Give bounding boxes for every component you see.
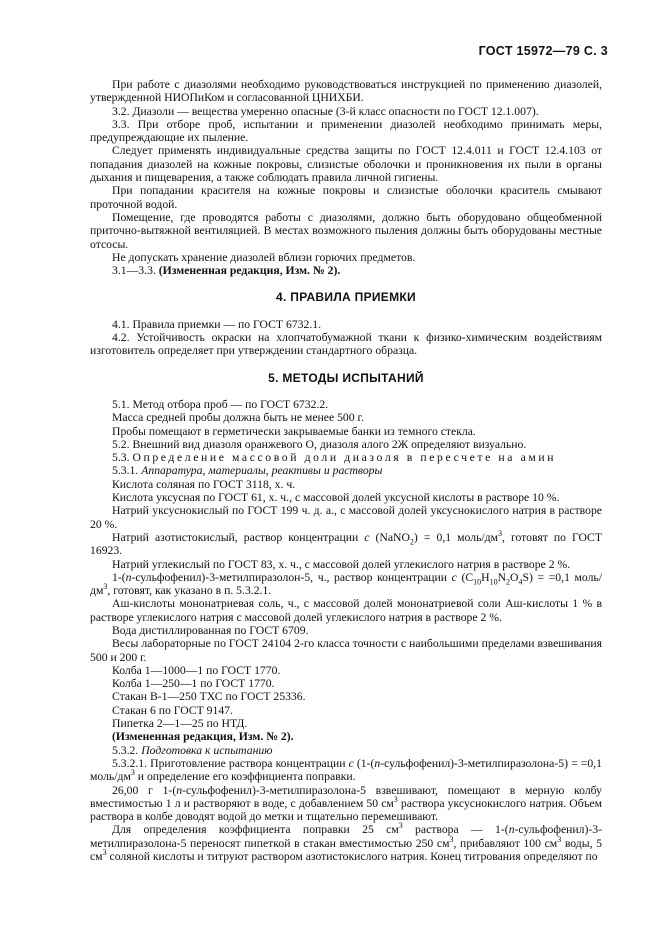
subsection-heading: 5.3. Определение массовой доли диазоля в пересчете на амин — [112, 451, 557, 465]
paragraph: Пробы помещают в герметически закрываемые банки из темного стекла. — [112, 424, 476, 438]
paragraph: Натрий уксуснокислый по ГОСТ 199 ч. д. а., с массовой долей уксуснокислого натрия в растворе 20 %. — [90, 504, 602, 531]
paragraph: Стакан В-1—250 ТХС по ГОСТ 25336. — [112, 690, 306, 704]
paragraph: Натрий азотистокислый, раствор концентрации c (NaNO$_2$) = 0,1 моль/$дм^3$, готовят по ГОСТ 16923. — [90, 529, 602, 558]
paragraph: 4.2. Устойчивость окраски на хлопчатобумажной ткани к физико-химическим воздействиям изготовитель определяет при утверждении стандартного образца. — [90, 331, 602, 358]
paragraph: При работе с диазолями необходимо руководствоваться инструкцией по применению диазолей, утвержденной НИОПиКом и согласованной ЦНИХБИ. — [90, 78, 602, 105]
paragraph: Масса средней пробы должна быть не менее 500 г. — [112, 411, 364, 425]
section-heading-4: 4. ПРАВИЛА ПРИЕМКИ — [276, 290, 416, 305]
paragraph: 5.1. Метод отбора проб — по ГОСТ 6732.2. — [112, 397, 329, 411]
paragraph: 1-(п-сульфофенил)-3-метилпиразолон-5, ч., раствор концентрации c $(C_{10}H_{10}N_2O_4S) = =0,1$ моль/$дм^3$, готовят, как указано в п. 5.3.2.1. — [90, 570, 603, 598]
paragraph: 4.1. Правила приемки — по ГОСТ 6732.1. — [112, 317, 322, 331]
edit-note: (Измененная редакция, Изм. № 2). — [112, 730, 294, 744]
paragraph: Пипетка 2—1—25 по НТД. — [112, 717, 248, 731]
paragraph: Стакан 6 по ГОСТ 9147. — [112, 703, 233, 717]
paragraph: 5.3.2.1. Приготовление раствора концентрации c (1-(п-сульфофенил)-3-метилпиразолона-5) = =0,1 моль/$дм^3$ и определение его коэффициента поправки. — [90, 756, 602, 784]
paragraph: 5.2. Внешний вид диазоля оранжевого О, диазоля алого 2Ж определяют визуально. — [112, 437, 527, 451]
paragraph: 3.3. При отборе проб, испытании и применении диазолей необходимо принимать меры, предупреждающие их пыление. — [90, 117, 602, 145]
paragraph: При попадании красителя на кожные покровы и слизистые оболочки краситель смывают проточной водой. — [90, 184, 602, 211]
paragraph: Кислота соляная по ГОСТ 3118, х. ч. — [112, 477, 296, 491]
paragraph: Следует применять индивидуальные средства защиты по ГОСТ 12.4.011 и ГОСТ 12.4.103 от попадания диазолей на кожные покровы, слизистые оболочки и проникновения их пыли в органы дыхания и пищеварения, а также соблюдать правила личной гигиены. — [90, 144, 602, 185]
subsection-heading: 5.3.2. Подготовка к испытанию — [112, 743, 273, 757]
paragraph: 26,00 г 1-(п-сульфофенил)-3-метилпиразолона-5 взвешивают, помещают в мерную колбу вместимостью 1 л и растворяют в воде, с добавлением 50 $см^3$ раствора уксуснокислого натрия. Объем раствора в колбе доводят водой до метки и тщательно перемешивают. — [90, 783, 603, 824]
paragraph: Колба 1—250—1 по ГОСТ 1770. — [112, 677, 275, 691]
paragraph: Весы лабораторные по ГОСТ 24104 2-го класса точности с наибольшими пределами взвешивания 500 и 200 г. — [90, 637, 602, 664]
edit-note: 3.1—3.3. (Измененная редакция, Изм. № 2). — [112, 264, 341, 278]
document-body — [90, 78, 602, 863]
page-header: ГОСТ 15972—79 С. 3 — [478, 44, 608, 58]
section-heading-5: 5. МЕТОДЫ ИСПЫТАНИЙ — [268, 370, 424, 385]
subsection-heading: 5.3.1. Аппаратура, материалы, реактивы и растворы — [112, 464, 383, 478]
paragraph: Колба 1—1000—1 по ГОСТ 1770. — [112, 663, 281, 677]
paragraph: Натрий углекислый по ГОСТ 83, х. ч., с массовой долей углекислого натрия в растворе 2 %. — [112, 557, 571, 571]
paragraph: Помещение, где проводятся работы с диазолями, должно быть оборудовано общеобменной приточно-вытяжной вентиляцией. В местах возможного пыления должны быть оборудованы местные отсосы. — [90, 210, 602, 251]
paragraph: Не допускать хранение диазолей вблизи горючих предметов. — [112, 250, 416, 264]
paragraph: 3.2. Диазоли — вещества умеренно опасные (3-й класс опасности по ГОСТ 12.1.007). — [112, 104, 539, 118]
paragraph: Вода дистиллированная по ГОСТ 6709. — [112, 623, 309, 637]
paragraph: Кислота уксусная по ГОСТ 61, х. ч., с массовой долей уксусной кислоты в растворе 10 %. — [112, 491, 560, 505]
paragraph: Для определения коэффициента поправки 25 $см^3$ раствора — 1-(п-сульфофенил)-3-метилпиразолона-5 переносят пипеткой в стакан вместимостью 250 $см^3$, прибавляют 100 $см^3$ воды, 5 $см^3$ соляной кислоты и титруют раствором азотистокислого натрия. Конец титрования определяют по — [90, 821, 602, 864]
paragraph: Аш-кислоты мононатриевая соль, ч., с массовой долей мононатриевой соли Аш-кислоты 1 % в растворе углекислого натрия с массовой долей углекислого натрия в растворе 2 %. — [90, 597, 602, 624]
